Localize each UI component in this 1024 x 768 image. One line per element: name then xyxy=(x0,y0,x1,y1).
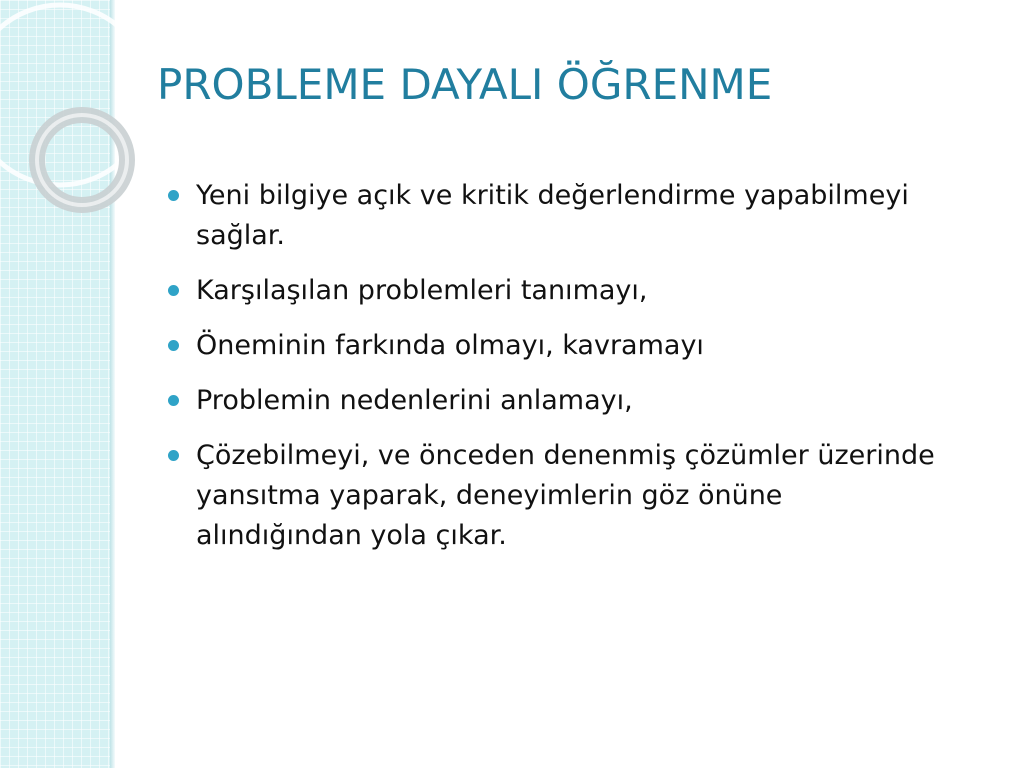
bullet-list xyxy=(168,176,948,571)
bullet-dot-icon xyxy=(168,450,179,461)
bullet-dot-icon xyxy=(168,395,179,406)
bullet-item xyxy=(168,326,948,366)
bullet-text: Yeni bilgiye açık ve kritik değerlendirme yapabilmeyi sağlar. xyxy=(196,180,909,251)
bullet-dot-icon xyxy=(168,340,179,351)
bullet-item xyxy=(168,271,948,311)
bullet-item xyxy=(168,176,948,256)
bullet-text: Çözebilmeyi, ve önceden denenmiş çözümler üzerinde yansıtma yaparak, deneyimlerin göz önüne alındığından yola çıkar. xyxy=(196,440,935,551)
bullet-text: Öneminin farkında olmayı, kavramayı xyxy=(196,330,704,361)
bullet-dot-icon xyxy=(168,190,179,201)
bullet-item xyxy=(168,381,948,421)
bullet-text: Karşılaşılan problemleri tanımayı, xyxy=(196,275,648,306)
bullet-dot-icon xyxy=(168,285,179,296)
decorative-rings xyxy=(0,0,140,300)
ring-inner-highlight xyxy=(37,115,127,205)
slide-title: PROBLEME DAYALI ÖĞRENME xyxy=(157,60,773,109)
bullet-text: Problemin nedenlerini anlamayı, xyxy=(196,385,633,416)
bullet-item xyxy=(168,436,948,556)
